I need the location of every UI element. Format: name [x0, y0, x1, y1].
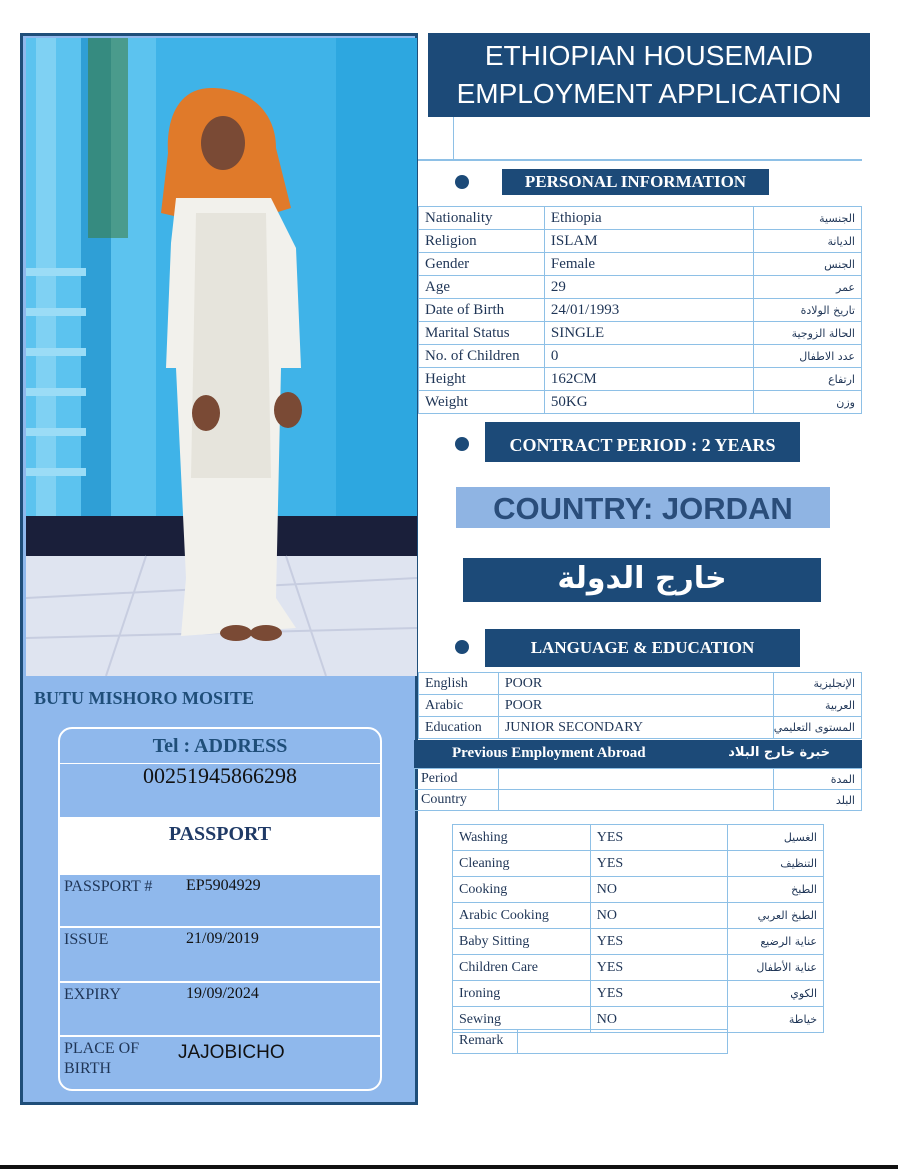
row-value: SINGLE: [544, 322, 753, 345]
bottom-rule: [0, 1165, 898, 1169]
row-label: Period: [415, 769, 499, 790]
passport-expiry-row: [60, 981, 380, 1037]
personal-info-row: [419, 368, 862, 391]
row-label: Arabic Cooking: [453, 903, 591, 929]
personal-info-table: [418, 206, 862, 414]
skill-row: [453, 929, 824, 955]
row-label-arabic: خياطة: [728, 1007, 824, 1033]
section-bullet-icon: [455, 437, 469, 451]
place-of-birth-row: [60, 1035, 380, 1091]
row-label: Washing: [453, 825, 591, 851]
phone-number: 00251945866298: [143, 763, 297, 788]
row-label: English: [419, 673, 499, 695]
row-value: [498, 769, 773, 790]
section-bullet-icon: [455, 175, 469, 189]
row-label-arabic: عناية الرضيع: [728, 929, 824, 955]
personal-info-row: [419, 391, 862, 414]
passport-issue-date: 21/09/2019: [186, 930, 259, 947]
row-label-arabic: ارتفاع: [754, 368, 862, 391]
row-label-arabic: الديانة: [754, 230, 862, 253]
previous-employment-table: [414, 768, 862, 811]
row-value: 50KG: [544, 391, 753, 414]
previous-employment-label-arabic: خبرة خارج البلاد: [728, 745, 830, 760]
skill-row: [453, 903, 824, 929]
row-value: NO: [590, 1007, 727, 1033]
passport-issue-row: [60, 926, 380, 982]
row-label: Arabic: [419, 695, 499, 717]
previous-employment-row: [415, 769, 862, 790]
row-label-arabic: التنظيف: [728, 851, 824, 877]
row-label-arabic: العربية: [773, 695, 861, 717]
row-label-arabic: عدد الاطفال: [754, 345, 862, 368]
row-value: 29: [544, 276, 753, 299]
row-value: YES: [590, 851, 727, 877]
row-label-arabic: الجنس: [754, 253, 862, 276]
row-label: Height: [419, 368, 545, 391]
section-bullet-icon: [455, 640, 469, 654]
row-label-arabic: عناية الأطفال: [728, 955, 824, 981]
row-label: Children Care: [453, 955, 591, 981]
skill-row: [453, 825, 824, 851]
row-label-arabic: تاريخ الولادة: [754, 299, 862, 322]
contract-period: CONTRACT PERIOD : 2 YEARS: [485, 422, 800, 462]
row-label: Cooking: [453, 877, 591, 903]
row-value: POOR: [498, 695, 773, 717]
row-label-arabic: عمر: [754, 276, 862, 299]
row-label: Cleaning: [453, 851, 591, 877]
row-value: YES: [590, 981, 727, 1007]
row-value: 24/01/1993: [544, 299, 753, 322]
divider: [517, 1030, 518, 1053]
row-label-arabic: المستوى التعليمي: [773, 717, 861, 739]
row-label: Weight: [419, 391, 545, 414]
row-label-arabic: الحالة الزوجية: [754, 322, 862, 345]
row-value: YES: [590, 825, 727, 851]
destination-country-arabic: خارج الدولة: [463, 558, 821, 602]
row-label-arabic: الطبخ العربي: [728, 903, 824, 929]
place-of-birth: JAJOBICHO: [178, 1042, 285, 1063]
personal-info-row: [419, 322, 862, 345]
skill-row: [453, 851, 824, 877]
row-label-arabic: المدة: [774, 769, 862, 790]
row-value: POOR: [498, 673, 773, 695]
language-education-row: [419, 717, 862, 739]
row-value: NO: [590, 903, 727, 929]
row-label: Sewing: [453, 1007, 591, 1033]
row-value: YES: [590, 955, 727, 981]
row-label-arabic: الإنجليزية: [773, 673, 861, 695]
row-label: Date of Birth: [419, 299, 545, 322]
row-label: Nationality: [419, 207, 545, 230]
skill-row: [453, 981, 824, 1007]
row-label: Marital Status: [419, 322, 545, 345]
previous-employment-label: Previous Employment Abroad: [452, 745, 646, 761]
row-label: Age: [419, 276, 545, 299]
row-label: Country: [415, 790, 499, 811]
divider: [418, 159, 862, 161]
personal-info-row: [419, 207, 862, 230]
language-education-table: [418, 672, 862, 739]
row-label-arabic: وزن: [754, 391, 862, 414]
personal-information-heading: PERSONAL INFORMATION: [502, 169, 769, 195]
row-value: [498, 790, 773, 811]
passport-number-label: PASSPORT #: [64, 878, 153, 895]
row-value: ISLAM: [544, 230, 753, 253]
previous-employment-heading: [414, 740, 862, 769]
row-label-arabic: الغسيل: [728, 825, 824, 851]
personal-info-row: [419, 299, 862, 322]
language-education-heading: LANGUAGE & EDUCATION: [485, 629, 800, 667]
title-line-1: ETHIOPIAN HOUSEMAID: [484, 40, 814, 71]
place-of-birth-label: PLACE OF BIRTH: [64, 1040, 140, 1077]
row-label: Religion: [419, 230, 545, 253]
language-education-row: [419, 673, 862, 695]
previous-employment-row: [415, 790, 862, 811]
passport-expiry-label: EXPIRY: [64, 986, 121, 1003]
remark-label: Remark: [459, 1033, 504, 1048]
row-value: JUNIOR SECONDARY: [498, 717, 773, 739]
divider: [453, 117, 454, 159]
destination-country: COUNTRY: JORDAN: [456, 487, 830, 528]
row-value: Female: [544, 253, 753, 276]
application-title: [428, 33, 870, 117]
row-label-arabic: الكوي: [728, 981, 824, 1007]
remark-row: [452, 1029, 728, 1054]
row-label: Ironing: [453, 981, 591, 1007]
skill-row: [453, 955, 824, 981]
row-label: Baby Sitting: [453, 929, 591, 955]
passport-expiry-date: 19/09/2024: [186, 985, 259, 1002]
language-education-row: [419, 695, 862, 717]
personal-info-row: [419, 345, 862, 368]
passport-number-row: [60, 873, 380, 929]
row-label-arabic: البلد: [774, 790, 862, 811]
row-value: 162CM: [544, 368, 753, 391]
contact-passport-card: [58, 727, 382, 1091]
row-label-arabic: الطبخ: [728, 877, 824, 903]
row-label: Education: [419, 717, 499, 739]
row-value: 0: [544, 345, 753, 368]
row-value: NO: [590, 877, 727, 903]
row-value: YES: [590, 929, 727, 955]
personal-info-row: [419, 253, 862, 276]
skill-row: [453, 877, 824, 903]
row-label: Gender: [419, 253, 545, 276]
row-label-arabic: الجنسية: [754, 207, 862, 230]
passport-heading: PASSPORT: [60, 817, 380, 873]
personal-info-row: [419, 276, 862, 299]
candidate-name: BUTU MISHORO MOSITE: [34, 688, 255, 708]
row-value: Ethiopia: [544, 207, 753, 230]
title-line-2: EMPLOYMENT APPLICATION: [456, 78, 842, 109]
tel-address-heading: Tel : ADDRESS: [60, 729, 380, 764]
personal-info-row: [419, 230, 862, 253]
passport-issue-label: ISSUE: [64, 931, 109, 948]
candidate-photo: [26, 38, 417, 676]
passport-number: EP5904929: [186, 877, 261, 894]
skills-table: [452, 824, 824, 1033]
row-label: No. of Children: [419, 345, 545, 368]
